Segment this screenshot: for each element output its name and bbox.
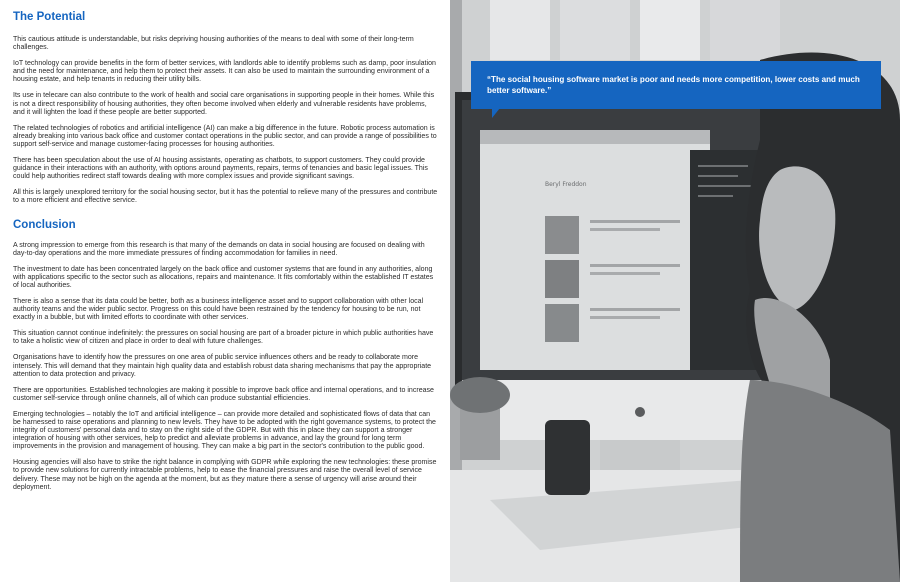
potential-paragraph: The related technologies of robotics and artificial intelligence (AI) can make a big difference in the future. Robotic process automation is already breaking into various back office and customer contact operations in the public sector, and can provide a range of possibilities to support self-service and manage customer-facing processes for housing authorities. bbox=[13, 124, 437, 148]
pull-quote bbox=[471, 61, 881, 109]
pull-quote-text: “The social housing software market is poor and needs more competition, lower costs and much better software.” bbox=[487, 75, 860, 95]
monitor-screen bbox=[480, 130, 710, 370]
mug bbox=[545, 420, 590, 495]
conclusion-paragraph: A strong impression to emerge from this research is that many of the demands on data in social housing are focused on dealing with day-to-day operations and the more immediate pressures of finding accommodation for families in need. bbox=[13, 241, 425, 257]
conclusion-paragraph: This situation cannot continue indefinitely: the pressures on social housing are part of a broader picture in which public authorities have to take a holistic view of citizen and place in order to deal with future challenges. bbox=[13, 330, 434, 346]
conclusion-paragraph: There are opportunities. Established technologies are making it possible to improve back office and internal operations, and to increase customer self-service through online channels, all of which can produce substantial efficiencies. bbox=[13, 386, 434, 402]
conclusion-paragraph: Housing agencies will also have to strike the right balance in complying with GDPR while exploring the new technologies: these promise to provide new solutions for currently intractable problems, help to ease the financial pressures and raise the overall level of service delivery. These may not be high on the agenda at the moment, but as they mature there a sense of urgency will arise around their deployment. bbox=[13, 459, 437, 491]
section-heading-potential: The Potential bbox=[13, 11, 86, 23]
conclusion-paragraph: The investment to date has been concentrated largely on the back office and customer systems that are found in any authorities, along with applications specific to the sector such as allocations, repairs and maintenance. It fits comfortably within the established IT estates of local authorities. bbox=[13, 265, 434, 289]
potential-paragraph: IoT technology can provide benefits in the form of better services, with landlords able to identify problems such as damp, poor insulation and the need for maintenance, and help them to protect their assets. It can also be used to maintain the surrounding environment of a housing estate, and help tenants in reducing their utility bills. bbox=[13, 60, 436, 84]
pull-quote-tail bbox=[492, 108, 500, 118]
potential-paragraph: All this is largely unexplored territory for the social housing sector, but it has the potential to relieve many of the pressures and contribute to a more efficient and effective service. bbox=[13, 189, 438, 205]
potential-paragraph: Its use in telecare can also contribute to the work of health and social care organisations in supporting people in their homes. While this is not a direct responsibility of housing authorities, they often become involved when elderly and vulnerable residents have problems, and it will lighten the load if these people are better supported. bbox=[13, 92, 435, 116]
section-heading-conclusion: Conclusion bbox=[13, 218, 76, 231]
conclusion-paragraph: There is also a sense that its data could be better, both as a business intelligence asset and to support collaboration with other local authority teams and the wider public sector. Progress on this could have been restrained by the tendency for housing to be run, not exactly in a bubble, but with limited efforts to coordinate with other services. bbox=[13, 297, 424, 322]
potential-paragraph: There has been speculation about the use of AI housing assistants, operating as chatbots, to support customers. They could provide guidance in their interactions with an authority, with options around payments, repairs, terms of tenancies and basic legal issues. This could help authorities redirect staff towards dealing with more complex issues and provide significant savings. bbox=[13, 157, 428, 181]
article-text-column bbox=[13, 10, 438, 500]
screen-text: Beryl Freddon bbox=[545, 181, 587, 188]
potential-paragraph: This cautious attitude is understandable, but risks depriving housing authorities of the means to deal with some of their long-term challenges. bbox=[13, 36, 414, 52]
conclusion-paragraph: Organisations have to identify how the pressures on one area of public service influences others and be ready to collaborate more intensely. This will demand that they maintain high quality data and establish robust data sharing mechanisms that pay the appropriate attention to data protection and privacy. bbox=[13, 354, 432, 378]
conclusion-paragraph: Emerging technologies – notably the IoT and artificial intelligence – can provide more detailed and sophisticated flows of data that can be harnessed to raise operations and planning to new levels. They have to be adopted with the right governance systems, to protect the integrity of customers' personal data and to stay on the right side of the GDPR. But with this in place they can support a stronger integration of housing with other services, help to predict and alleviate problems in advance, and lay the ground for long term improvements in the provision and management of housing. They can make a big part in the sector's contribution to the public good. bbox=[13, 410, 436, 451]
